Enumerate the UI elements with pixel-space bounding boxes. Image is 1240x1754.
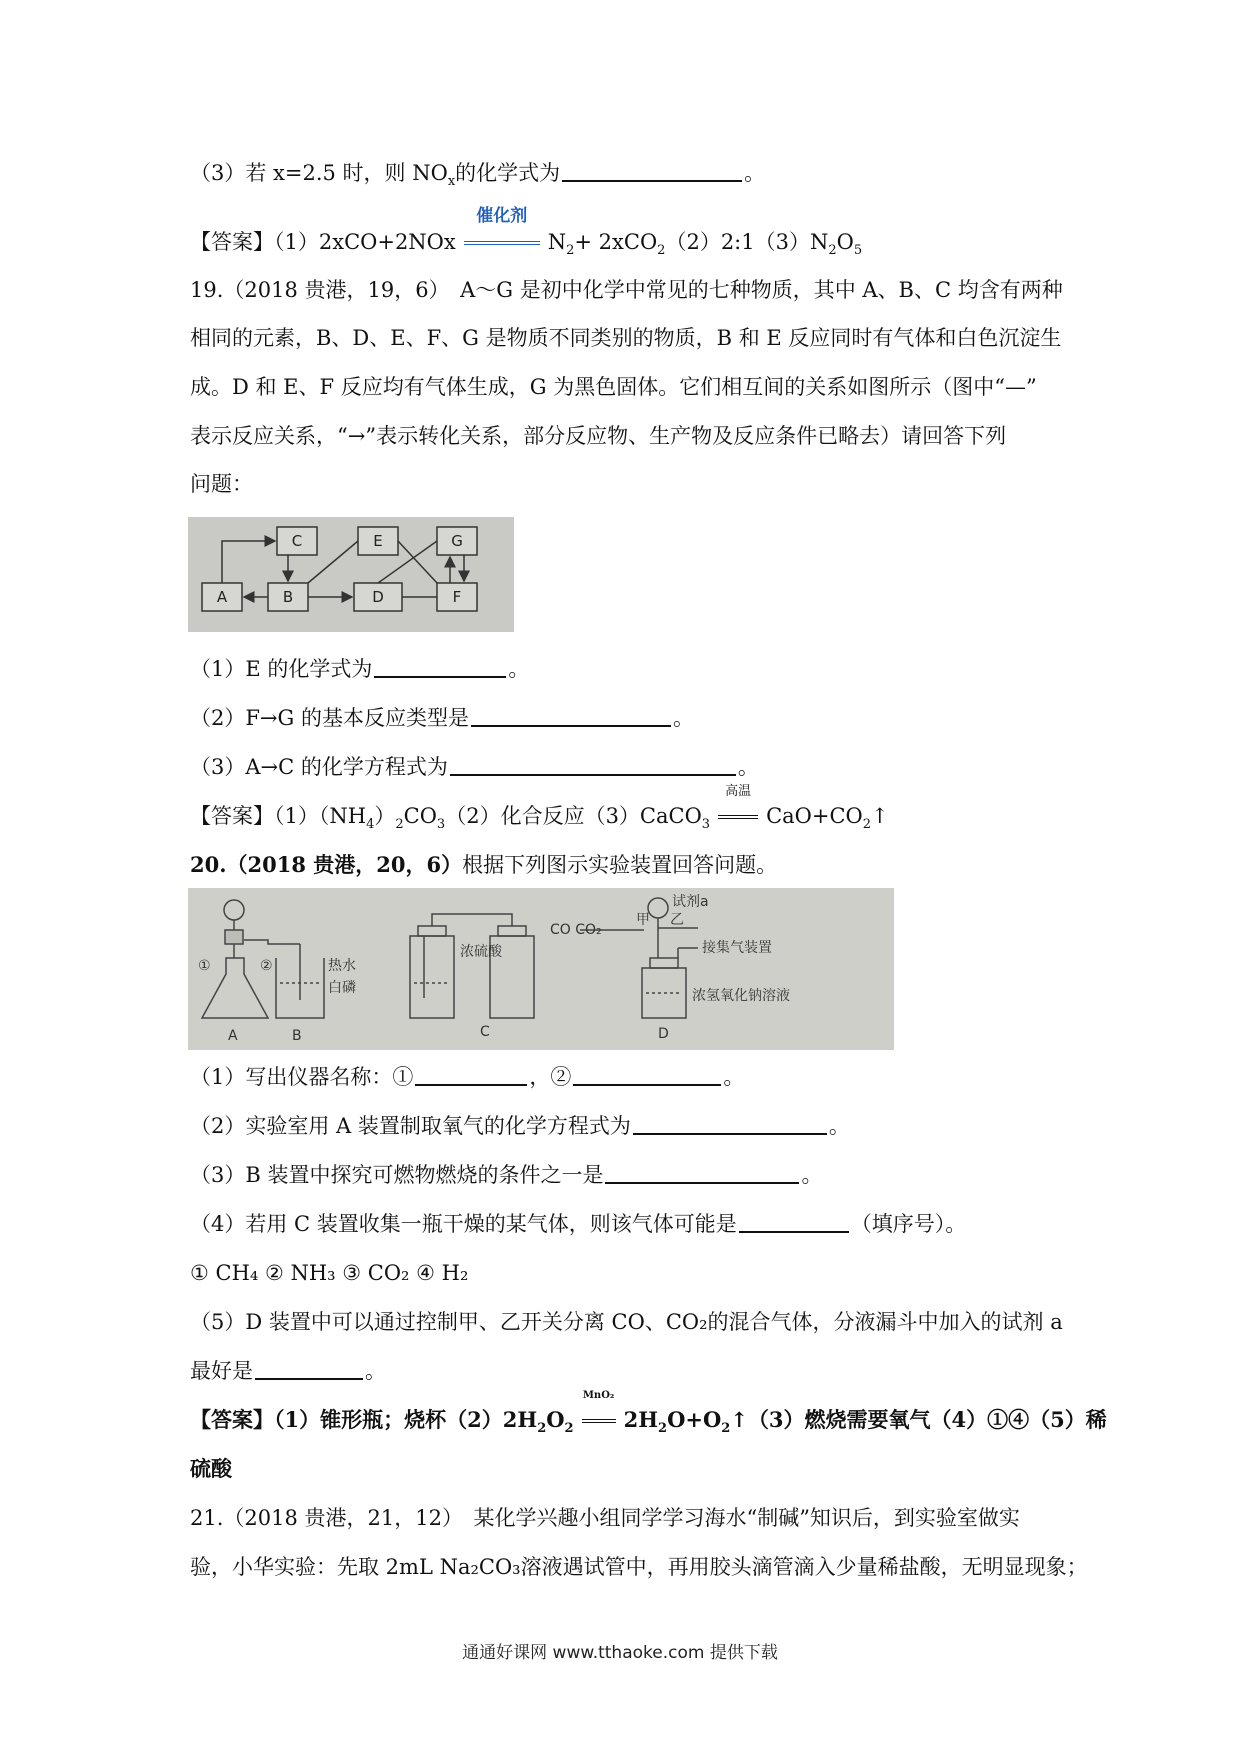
q20-part1: （1）写出仪器名称：① ，② 。: [190, 1065, 745, 1089]
label-e: E: [373, 532, 383, 550]
label-white-p: 白磷: [328, 980, 356, 996]
q19-line2: 相同的元素，B、D、E、F、G 是物质不同类别的物质，B 和 E 反应同时有气体和白色沉淀生: [190, 326, 1062, 350]
q20-apparatus-figure: [188, 888, 894, 1050]
label-b: B: [282, 588, 294, 606]
answer-blank[interactable]: [739, 1211, 849, 1233]
q20-answer-line2: 硫酸: [190, 1456, 232, 1481]
q19-line4: 表示反应关系，“→”表示转化关系，部分反应物、生产物及反应条件已略去）请回答下列: [190, 424, 1007, 448]
label-a: A: [228, 1028, 238, 1044]
q18-part3: （3）若 x=2.5 时，则 $NO_x$的化学式为 。: [190, 161, 766, 190]
label-b: B: [292, 1028, 302, 1044]
q19-relation-diagram: [188, 517, 514, 632]
q21-line1: 21.（2018 贵港，21，12） 某化学兴趣小组同学学习海水“制碱”知识后，到实验室做实: [190, 1506, 1020, 1530]
q20-part2: （2）实验室用 A 装置制取氧气的化学方程式为 。: [190, 1114, 850, 1138]
answer-blank[interactable]: [605, 1162, 799, 1184]
label-yi: 乙: [670, 912, 684, 928]
answer-blank[interactable]: [633, 1113, 827, 1135]
apparatus-svg: [188, 888, 894, 1050]
answer-blank[interactable]: [562, 160, 742, 182]
answer-blank[interactable]: [471, 705, 671, 727]
q21-line2: 验，小华实验：先取 2mL Na₂CO₃溶液遇试管中，再用胶头滴管滴入少量稀盐酸，无明显现象；: [190, 1555, 1088, 1579]
q19-part1: （1）E 的化学式为 。: [190, 657, 530, 681]
q20-options: ① CH₄ ② NH₃ ③ CO₂ ④ H₂: [190, 1261, 469, 1285]
label-naoh: 浓氢氧化钠溶液: [692, 988, 790, 1004]
label-jia: 甲: [636, 912, 650, 928]
label-a: A: [216, 588, 228, 606]
label-f: F: [452, 588, 462, 606]
high-temp-condition: 高温: [718, 801, 758, 831]
label-c: C: [480, 1024, 490, 1040]
relation-diagram-svg: [188, 517, 514, 632]
answer-blank[interactable]: [450, 754, 736, 776]
label-conc-acid: 浓硫酸: [460, 944, 502, 960]
answer-blank-1[interactable]: [415, 1064, 527, 1086]
q20-part3: （3）B 装置中探究可燃物燃烧的条件之一是 。: [190, 1163, 823, 1187]
page-footer: 通通好课网 www.tthaoke.com 提供下载: [462, 1643, 778, 1663]
label-collect: 接集气装置: [702, 940, 772, 956]
catalyst-condition: 催化剂: [464, 227, 540, 257]
q19-part3: （3）A→C 的化学方程式为 。: [190, 755, 759, 779]
q19-part2: （2）F→G 的基本反应类型是 。: [190, 706, 694, 730]
q20-answer: 【答案】（1）锥形瓶；烧杯$(2)2H_2O_2$ MnO₂ $2H_2O+O_2↑(3)$燃烧需要氧气（4）①④（5）稀: [190, 1390, 1107, 1437]
q19-answer: 【答案】$(1)(NH_4)_2CO_3(2)$化合反应（3）CaCO$_3$ 高温 $CaO+CO_2↑$: [190, 784, 889, 833]
q19-line3: 成。D 和 E、F 反应均有气体生成，G 为黑色固体。它们相互间的关系如图所示（图中“—”: [190, 375, 1037, 399]
label-d: D: [658, 1026, 669, 1042]
mno2-condition: MnO₂: [582, 1405, 616, 1435]
q20-title: 20.（2018 贵港，20，6）根据下列图示实验装置回答问题。: [190, 852, 778, 877]
q19-line5: 问题：: [190, 472, 253, 496]
label-1: ①: [198, 958, 211, 974]
label-reagent: 试剂a: [672, 894, 709, 910]
label-c: C: [291, 532, 303, 550]
label-g: G: [451, 532, 463, 550]
q20-part4: （4）若用 C 装置收集一瓶干燥的某气体，则该气体可能是 （填序号）。: [190, 1212, 967, 1236]
answer-blank[interactable]: [255, 1358, 363, 1380]
label-gas: CO CO₂: [550, 922, 602, 938]
label-d: D: [372, 588, 384, 606]
q20-part5-line1: （5）D 装置中可以通过控制甲、乙开关分离 CO、CO₂的混合气体，分液漏斗中加入的试剂 a: [190, 1310, 1063, 1334]
answer-blank-2[interactable]: [573, 1064, 721, 1086]
label-2: ②: [260, 958, 273, 974]
q19-line1: 19.（2018 贵港，19，6） A～G 是初中化学中常见的七种物质，其中 A、B、C 均含有两种: [190, 278, 1063, 302]
q20-part5-line2: 最好是 。: [190, 1359, 386, 1383]
label-hot-water: 热水: [328, 958, 356, 974]
answer-blank[interactable]: [374, 656, 506, 678]
q18-answer: 【答案】（1）2xCO+2NOx 催化剂 $N_2+$ $2xCO_2(2)2:1(3)N_2O_5$: [190, 206, 863, 259]
